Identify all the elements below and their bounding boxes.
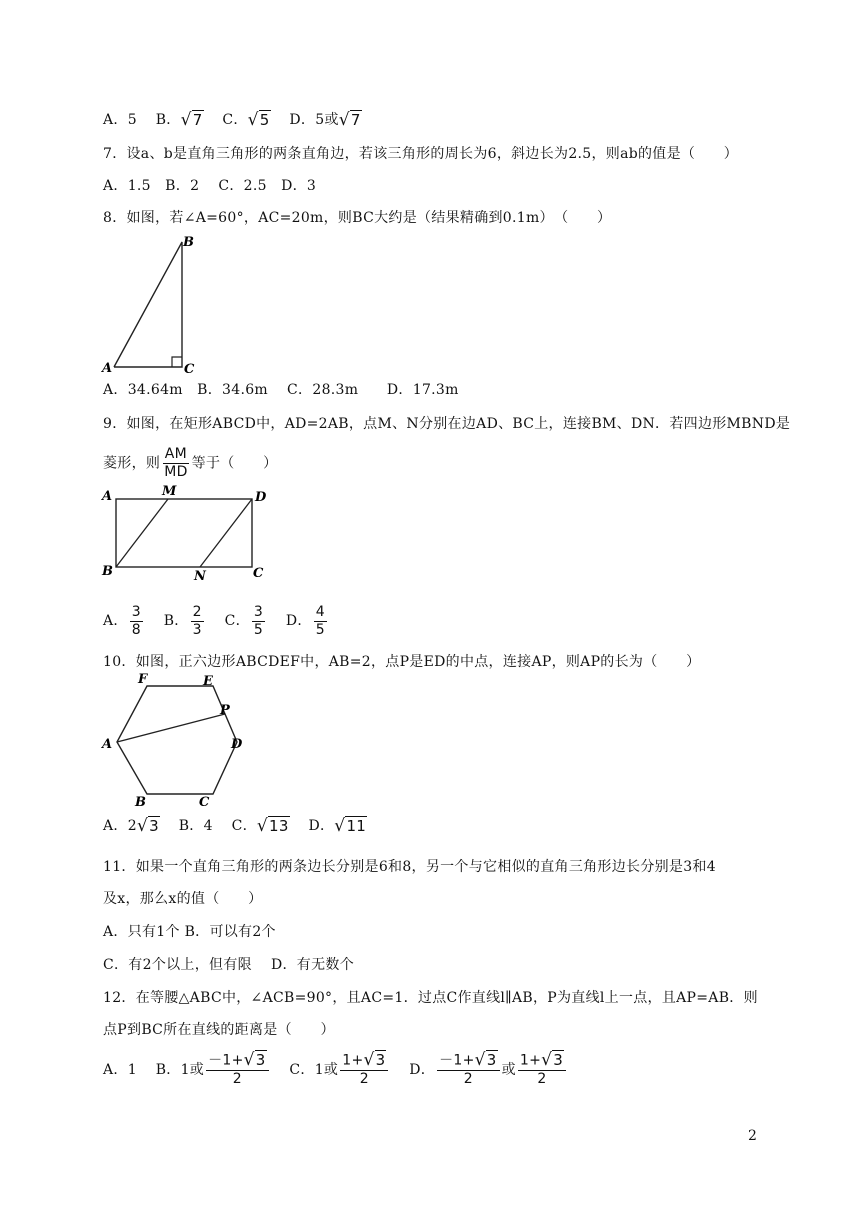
vertex-label-m: M [162, 484, 177, 499]
q11-options-row1: A．只有1个 B．可以有2个 [103, 924, 276, 940]
sqrt-expression: √5 [247, 110, 270, 130]
q11-stem-line2: 及x，那么x的值（ ） [103, 891, 263, 907]
option-label: A． [103, 1062, 128, 1078]
option-label: C． [222, 112, 248, 128]
option-label: A． [103, 818, 128, 834]
q8-options: A．34.64m B．34.6m C．28.3m D．17.3m [103, 382, 459, 398]
option-label: D． [308, 818, 335, 834]
option-value: 5 [127, 112, 137, 128]
option-label: B． [178, 818, 204, 834]
vertex-label-b: B [183, 235, 194, 250]
option-label: C． [289, 1062, 315, 1078]
vertex-label-p: P [220, 703, 230, 718]
q11-options-row2: C．有2个以上，但有限 D．有无数个 [103, 957, 354, 973]
q12-stem-line2: 点P到BC所在直线的距离是（ ） [103, 1022, 335, 1038]
q11-stem: 11．如果一个直角三角形的两条边长分别是6和8，另一个与它相似的直角三角形边长分别是3和4 [103, 859, 716, 875]
option-label: B． [155, 112, 181, 128]
q10-options: A．2√3 B．4 C．√13 D．√11 [103, 816, 367, 836]
q8-stem: 8．如图，若∠A=60°，AC=20m，则BC大约是（结果精确到0.1m） （ ） [103, 210, 612, 226]
fraction: $\frac{1+√3}{2}$ [518, 1052, 566, 1088]
q12-options: A．1 B．1或 $\frac{-1+√3}{2}$ C．1或 $\frac{1+√3}{2}$ D． $\frac{-1+√3}{2}$ 或 $\frac{1+√3}{2}$ [103, 1050, 582, 1090]
vertex-label-a: A [102, 361, 113, 376]
sqrt-expression: √7 [180, 110, 203, 130]
sqrt-expression: √7 [338, 110, 361, 130]
q12-stem: 12．在等腰△ABC中，∠ACB=90°，且AC=1．过点C作直线l∥AB，P为直线l上一点，且AP=AB．则 [103, 990, 758, 1006]
option-label: C． [231, 818, 257, 834]
sqrt-expression: √3 [136, 816, 159, 836]
vertex-label-n: N [194, 569, 206, 582]
option-label: D． [289, 112, 316, 128]
q8-triangle-figure [100, 232, 200, 377]
q9-options [103, 603, 343, 639]
vertex-label-a: A [102, 489, 113, 504]
q10-stem: 10．如图，正六边形ABCDEF中，AB=2，点P是ED的中点，连接AP，则AP的长为（ ） [103, 654, 701, 670]
q7-stem: 7．设a、b是直角三角形的两条直角边，若该三角形的周长为6，斜边长为2.5，则ab的值是（ ） [103, 146, 739, 162]
fraction-am-md: $\frac{AM}{MD}$ [164, 446, 188, 480]
fraction: $\frac{3}{8}$ [131, 603, 141, 638]
sqrt-expression: √11 [334, 816, 367, 836]
vertex-label-a: A [102, 737, 113, 752]
option-label: D． [285, 613, 312, 629]
vertex-label-e: E [203, 674, 213, 689]
vertex-label-c: C [199, 795, 210, 810]
option-label: A． [103, 613, 128, 629]
q10-hexagon-figure [100, 672, 250, 810]
fraction: $\frac{1+√3}{2}$ [340, 1052, 388, 1088]
fraction: $\frac{-1+√3}{2}$ [206, 1052, 269, 1088]
q7-options: A．1.5 B．2 C．2.5 D．3 [103, 178, 317, 194]
sqrt-expression: √13 [256, 816, 289, 836]
q9-stem-line2: 菱形，则 $\frac{AM}{MD}$ 等于（ ） [103, 446, 278, 480]
vertex-label-d: D [231, 737, 243, 752]
fraction: $\frac{-1+√3}{2}$ [437, 1052, 500, 1088]
fraction: $\frac{2}{3}$ [192, 603, 202, 638]
option-label: C． [224, 613, 250, 629]
page-number: 2 [748, 1128, 757, 1144]
vertex-label-b: B [102, 564, 113, 579]
q9-rectangle-figure [100, 482, 270, 582]
option-label: D． [409, 1062, 436, 1078]
option-label: A． [103, 112, 128, 128]
vertex-label-c: C [184, 362, 195, 377]
fraction: $\frac{3}{5}$ [253, 603, 264, 638]
vertex-label-c: C [253, 566, 264, 581]
option-label: B． [163, 613, 189, 629]
q6-options [103, 108, 376, 132]
option-value: 5或 [315, 112, 339, 128]
vertex-label-f: F [138, 672, 148, 687]
vertex-label-d: D [255, 490, 267, 505]
q9-stem: 9．如图，在矩形ABCD中，AD=2AB，点M、N分别在边AD、BC上，连接BM、DN．若四边形MBND是 [103, 416, 791, 432]
option-label: B． [155, 1062, 181, 1078]
fraction: $\frac{4}{5}$ [315, 603, 325, 638]
vertex-label-b: B [135, 795, 146, 810]
